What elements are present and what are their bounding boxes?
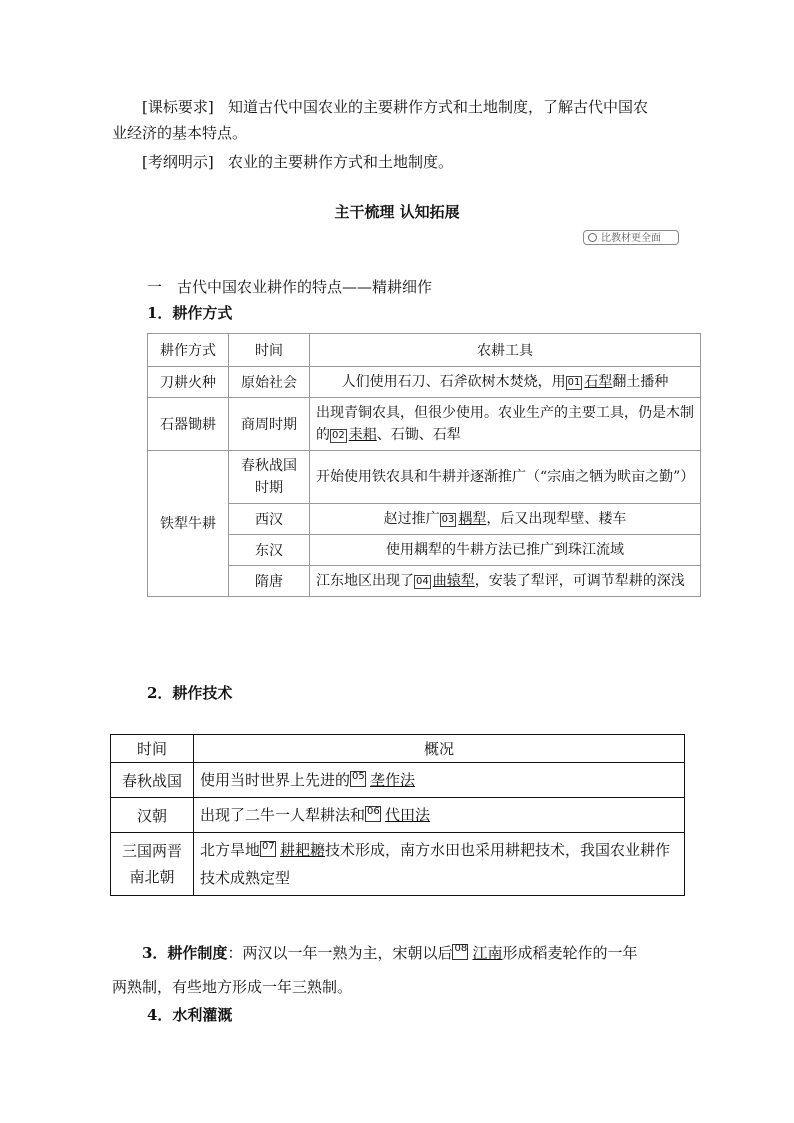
subheading-3: 3．耕作制度 [142,944,228,962]
cell-tools [310,367,701,398]
standard-text: 知道古代中国农业的主要耕作方式和土地制度，了解古代中国农 [228,98,649,116]
answer-text: 代田法 [385,806,431,824]
cell-overview [194,763,685,798]
answer-number: 01 [567,377,581,388]
standard-paragraph [142,94,702,120]
cell-time: 隋唐 [229,566,310,597]
table-row [111,833,685,896]
more-complete-badge[interactable] [583,230,679,245]
cell-tools [310,566,701,597]
answer-number: 03 [441,514,455,525]
cell-tools [310,504,701,535]
cell-time: 三国两晋南北朝 [111,833,194,896]
answer-text: 江南 [472,944,503,962]
cell-time: 原始社会 [229,367,310,398]
cell-mode-group: 铁犁牛耕 [148,451,229,597]
header-overview: 概况 [194,735,685,763]
answer-text: 耦犁 [458,511,487,527]
table-header-row [148,334,701,367]
answer-box [260,841,276,857]
answer-number: 05 [352,771,365,782]
subheading-1: 1．耕作方式 [147,304,233,322]
cell-mode: 刀耕火种 [148,367,229,398]
answer-text: 耒耜 [348,427,377,443]
text: ，安装了犁评，可调节犁耕的深浅 [474,573,685,589]
answer-number: 07 [262,841,275,852]
section-title: 主干梳理 认知拓展 [334,203,460,221]
answer-box [350,771,366,787]
farming-system-paragraph [142,940,702,966]
table-row [148,398,701,451]
table-header-row [111,735,685,763]
text: 形成稻麦轮作的一年 [502,944,638,962]
farming-techniques-table [110,734,685,896]
badge-label: 比教材更全面 [601,233,661,244]
answer-box [452,944,468,960]
answer-box [365,806,381,822]
farming-system-paragraph-cont: 两熟制，有些地方形成一年三熟制。 [112,978,353,996]
cell-overview [194,833,685,896]
text: ，后又出现犁壁、耧车 [486,511,627,527]
header-time: 时间 [229,334,310,367]
text: 北方旱地 [200,841,261,859]
table-row [148,451,701,504]
standard-label: [课标要求] [142,98,214,116]
cell-time: 春秋战国时期 [229,451,310,504]
table-row [111,798,685,833]
answer-number: 02 [332,430,345,441]
text: ：两汉以一年一熟为主，宋朝以后 [227,944,453,962]
answer-text: 石犁 [584,374,613,390]
cell-tools: 使用耦犁的牛耕方法已推广到珠江流域 [310,535,701,566]
answer-text: 垄作法 [370,771,416,789]
cell-tools [310,398,701,451]
standard-text-2: 业经济的基本特点。 [112,124,248,142]
subheading-4: 4．水利灌溉 [147,1006,233,1024]
text: 出现青铜农具，但很少使用。农业生产的主要工具，仍是木制的 [316,405,694,443]
text: 翻土播种 [612,374,669,390]
header-mode: 耕作方式 [148,334,229,367]
text: 技术形成，南方水田也采用耕耙技术，我国农业耕作技术成熟定型 [200,841,671,887]
cell-time: 春秋战国 [111,763,194,798]
text: 出现了二牛一人犁耕法和 [200,806,366,824]
subheading-2: 2．耕作技术 [147,684,233,702]
cell-time: 商周时期 [229,398,310,451]
farming-methods-table [147,333,701,597]
heading-1: 一 古代中国农业耕作的特点——精耕细作 [147,278,433,296]
cell-time: 西汉 [229,504,310,535]
cell-tools: 开始使用铁农具和牛耕并逐渐推广（“宗庙之牺为畎亩之勤”） [310,451,701,504]
text: 人们使用石刀、石斧砍树木焚烧，用 [341,374,566,390]
text: 江东地区出现了 [316,573,414,589]
magnifier-icon [588,233,597,242]
header-tools: 农耕工具 [310,334,701,367]
table-row [148,367,701,398]
cell-overview [194,798,685,833]
answer-number: 06 [367,806,380,817]
cell-mode: 石器锄耕 [148,398,229,451]
answer-number: 04 [416,576,429,587]
cell-time: 汉朝 [111,798,194,833]
answer-text: 耕耙耱 [280,841,326,859]
table-row [148,535,701,566]
text: 使用当时世界上先进的 [200,771,351,789]
header-time: 时间 [111,735,194,763]
text: 、石锄、石犁 [376,427,461,443]
table-row [148,566,701,597]
answer-number: 08 [454,943,468,954]
answer-text: 曲辕犁 [432,573,475,589]
syllabus-text: 农业的主要耕作方式和土地制度。 [228,153,454,171]
syllabus-paragraph [142,149,702,175]
cell-time: 东汉 [229,535,310,566]
table-row [148,504,701,535]
syllabus-label: [考纲明示] [142,153,214,171]
table-row [111,763,685,798]
standard-paragraph-cont [112,120,702,146]
text: 赵过推广 [383,511,440,527]
